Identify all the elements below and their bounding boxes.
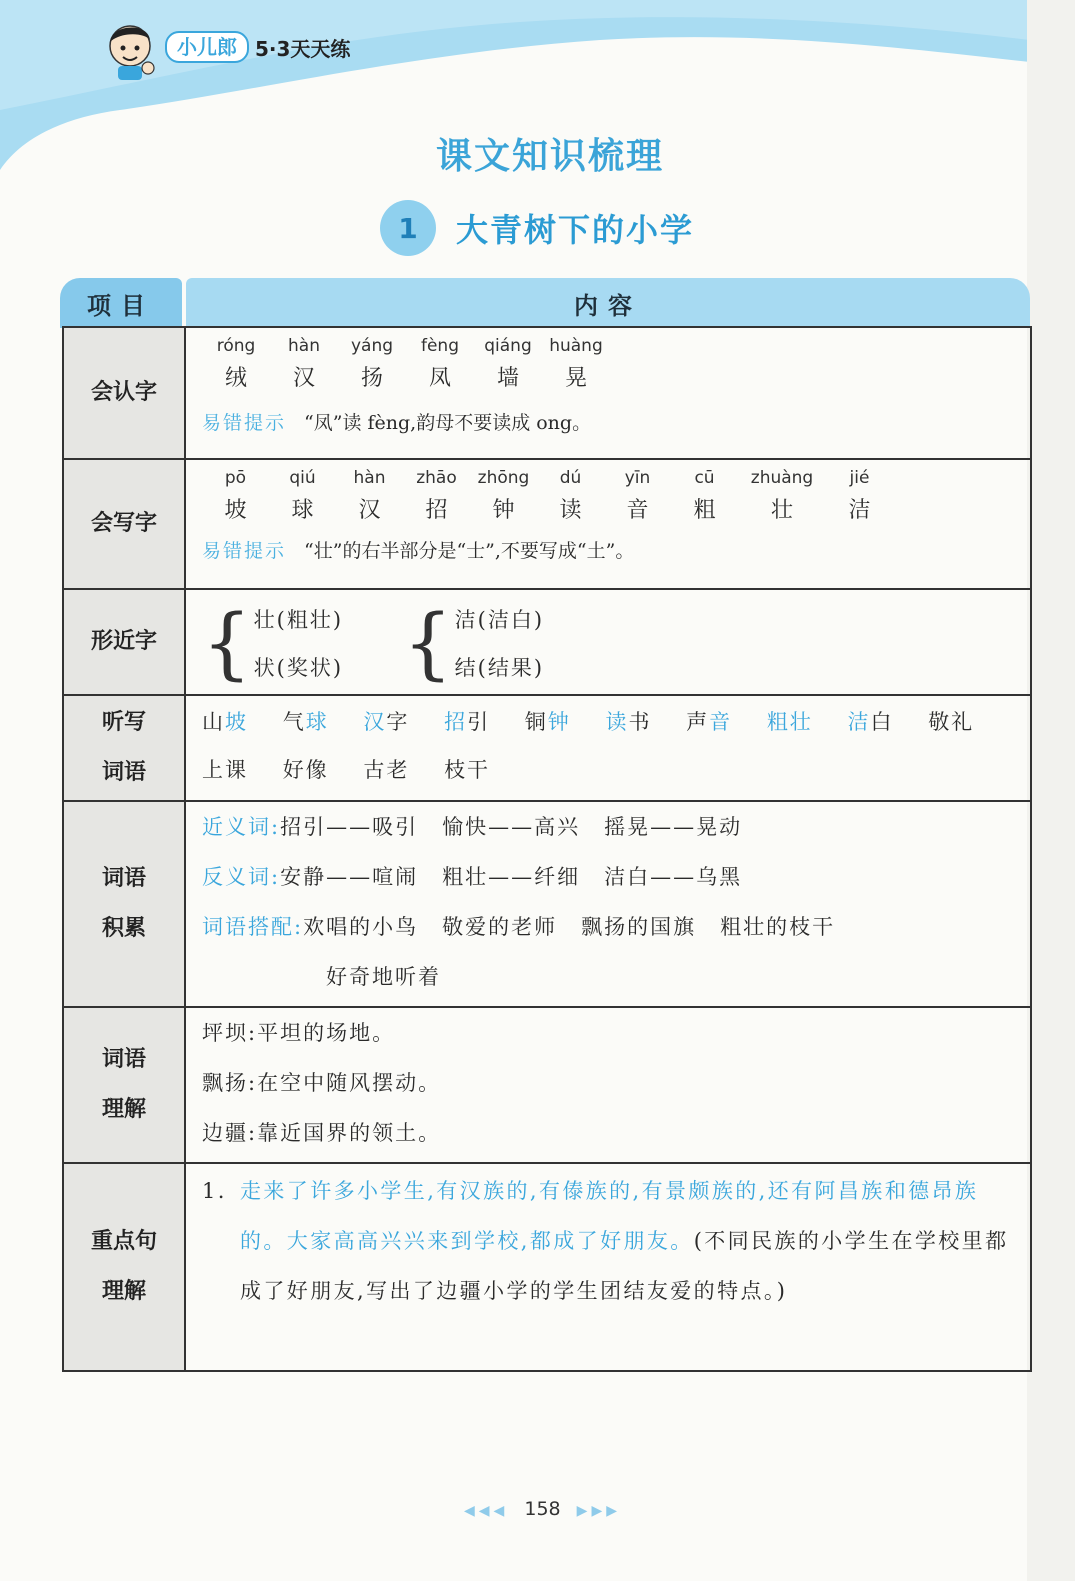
word-pair: 洁白——乌黑: [604, 865, 743, 889]
similar-char-groups: [202, 592, 1014, 696]
brand-series-name: 5·3天天练: [255, 36, 351, 61]
antonym-tag: 反义词:: [202, 865, 281, 889]
word-definition: 坪坝:平坦的场地。: [202, 1021, 396, 1045]
char-cell: hàn 汉: [288, 336, 320, 391]
key-sentence-explain: (不同民族的小学生在学校里都成了好朋友,写出了边疆小学的学生团结友爱的特点。): [240, 1229, 1009, 1303]
dictation-word: 古老: [363, 758, 410, 782]
page-edge: [1027, 0, 1075, 1581]
dictation-word: 洁白: [847, 710, 894, 734]
row-label: 重点句: [90, 1229, 157, 1254]
char-cell: dú 读: [559, 468, 582, 523]
dictation-word: 敬礼: [928, 710, 975, 734]
char-cell: zhōng 钟: [477, 468, 530, 523]
char-cell: jié 洁: [848, 468, 871, 523]
similar-item: 洁(洁白): [454, 608, 545, 632]
dictation-word: 招引: [444, 710, 491, 734]
collocation-tag: 词语搭配:: [202, 915, 304, 939]
lesson-number-badge: 1: [380, 200, 436, 256]
antonym-line: [202, 852, 1014, 902]
page-title: 课文知识梳理: [435, 136, 664, 177]
char-cell: huàng 晃: [549, 336, 603, 391]
synonym-line: [202, 802, 1014, 852]
brace-icon: {: [403, 599, 453, 689]
right-arrows-icon: ▶▶▶: [576, 1503, 621, 1519]
error-tip: [202, 406, 1014, 440]
write-char-list: [202, 468, 1014, 528]
char-cell: pō 坡: [224, 468, 247, 523]
similar-item: 结(结果): [454, 656, 545, 680]
row-label: 理解: [101, 1279, 146, 1304]
dictation-word: 好像: [282, 758, 329, 782]
char-cell: róng 绒: [216, 336, 256, 391]
table-row-recognize: [64, 328, 1030, 458]
recognize-char-list: [202, 336, 1014, 396]
dictation-word: 声音: [686, 710, 733, 734]
dictation-word: 读书: [605, 710, 652, 734]
table-row-key-sentence: [64, 1162, 1030, 1370]
dictation-word: 汉字: [363, 710, 410, 734]
collocation: 敬爱的老师: [442, 915, 558, 939]
word-pair: 粗壮——纤细: [442, 865, 581, 889]
tip-text: “壮”的右半部分是“士”,不要写成“土”。: [304, 540, 635, 562]
char-cell: qiáng 墙: [484, 336, 532, 391]
table-row-similar: [64, 588, 1030, 694]
header-project: 项目: [60, 278, 182, 328]
boy-mascot-icon: [100, 18, 160, 82]
synonym-tag: 近义词:: [202, 815, 281, 839]
row-label: 会写字: [90, 511, 157, 536]
char-cell: qiú 球: [289, 468, 316, 523]
lesson-title: 大青树下的小学: [456, 211, 695, 249]
table-row-understand: [64, 1006, 1030, 1162]
dictation-line: [202, 746, 1014, 794]
word-pair: 愉快——高兴: [442, 815, 581, 839]
error-tip: [202, 534, 1014, 568]
table-header: [60, 278, 1030, 328]
item-number: 1.: [202, 1179, 227, 1203]
page-footer: [0, 1498, 1075, 1520]
dictation-line: [202, 698, 1014, 746]
row-label: 听写: [101, 710, 146, 735]
brand-logo: 小儿郎: [165, 31, 249, 63]
similar-group: [202, 596, 343, 692]
similar-item: 壮(粗壮): [253, 608, 344, 632]
brace-icon: {: [202, 599, 252, 689]
collocation-line-2: [202, 952, 1014, 1002]
word-pair: 摇晃——晃动: [604, 815, 743, 839]
char-cell: zhāo 招: [416, 468, 457, 523]
dictation-word: 山坡: [202, 710, 248, 734]
word-pair: 安静——喧闹: [280, 865, 419, 889]
dictation-word: 枝干: [444, 758, 491, 782]
brand-header: [165, 30, 350, 64]
tip-text: “凤”读 fèng,韵母不要读成 ong。: [304, 412, 592, 434]
word-pair: 招引——吸引: [280, 815, 419, 839]
page-number: 158: [524, 1498, 561, 1520]
table-row-accumulate: [64, 800, 1030, 1006]
collocation: 好奇地听着: [326, 965, 441, 989]
char-cell: hàn 汉: [353, 468, 386, 523]
header-content: 内容: [186, 278, 1030, 328]
row-label: 理解: [101, 1097, 146, 1122]
collocation: 欢唱的小鸟: [303, 915, 419, 939]
char-cell: yáng 扬: [350, 336, 394, 391]
char-cell: cū 粗: [693, 468, 716, 523]
row-label: 词语: [101, 1047, 146, 1072]
char-cell: fèng 凤: [420, 336, 459, 391]
char-cell: yīn 音: [624, 468, 651, 523]
row-label: 形近字: [90, 629, 157, 654]
dictation-word: 上课: [202, 758, 248, 782]
left-arrows-icon: ◀◀◀: [464, 1503, 509, 1519]
word-definition: 飘扬:在空中随风摆动。: [202, 1071, 442, 1095]
table-row-dictation: [64, 694, 1030, 800]
row-label: 积累: [101, 916, 146, 941]
collocation: 飘扬的国旗: [581, 915, 697, 939]
lesson-heading: [380, 198, 694, 258]
table-row-write: [64, 458, 1030, 588]
dictation-word: 气球: [282, 710, 329, 734]
char-cell: zhuàng 壮: [750, 468, 814, 523]
similar-group: [403, 596, 544, 692]
tip-tag: 易错提示: [202, 412, 287, 434]
collocation: 粗壮的枝干: [720, 915, 836, 939]
tip-tag: 易错提示: [202, 540, 287, 562]
row-label: 会认字: [90, 380, 157, 405]
collocation-line: [202, 902, 1014, 952]
word-definition: 边疆:靠近国界的领土。: [202, 1121, 442, 1145]
dictation-word: 铜钟: [524, 710, 571, 734]
similar-item: 状(奖状): [253, 656, 344, 680]
key-sentence-quote: 走来了许多小学生,有汉族的,有傣族的,有景颇族的,还有阿昌族和德昂族的。大家高高兴兴来到学校,都成了好朋友。: [240, 1179, 979, 1253]
row-label: 词语: [101, 866, 146, 891]
dictation-word: 粗壮: [766, 710, 813, 734]
key-sentence-paragraph: [202, 1166, 1014, 1316]
row-label: 词语: [101, 760, 146, 785]
knowledge-table: [62, 326, 1032, 1372]
